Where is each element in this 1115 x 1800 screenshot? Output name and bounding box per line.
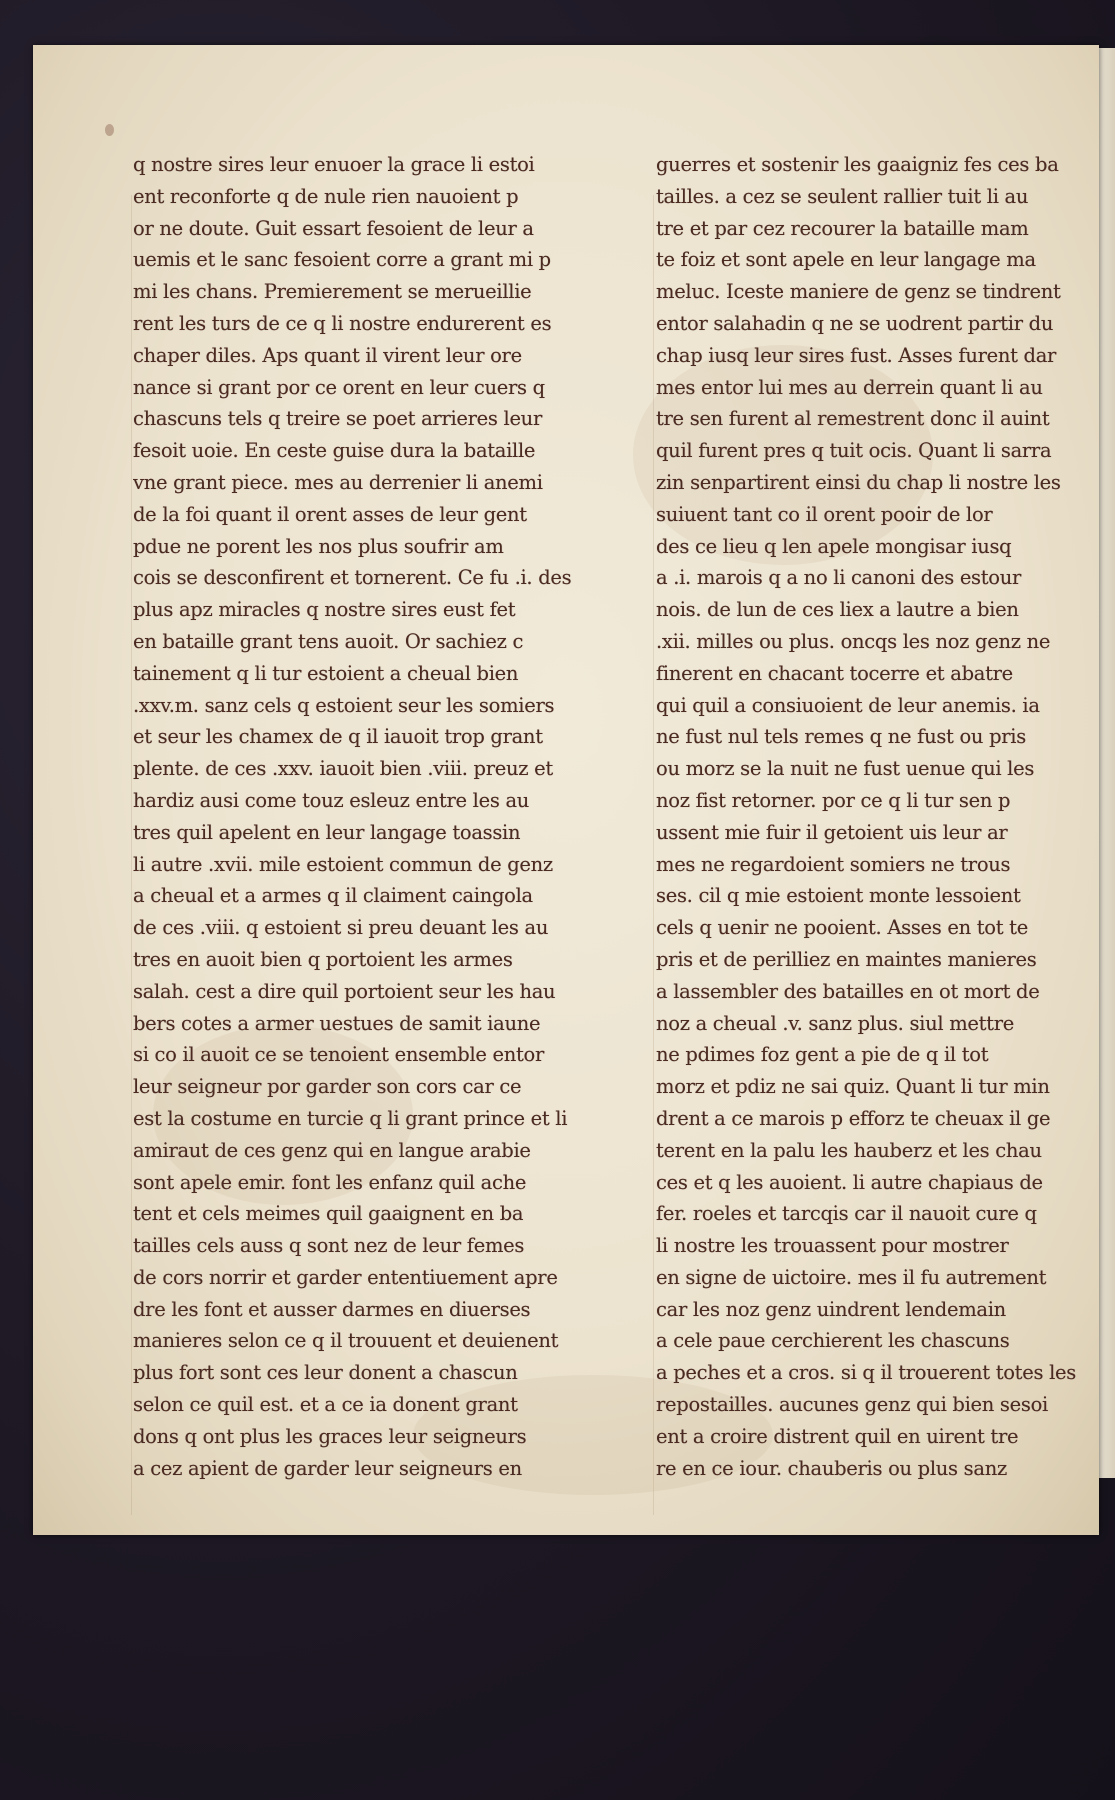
manuscript-line: finerent en chacant tocerre et abatre	[656, 661, 1013, 685]
manuscript-line: ussent mie fuir il getoient uis leur ar	[656, 820, 1008, 844]
ruling-line	[653, 195, 654, 1515]
manuscript-line: ces et q les auoient. li autre chapiaus de	[656, 1170, 1043, 1194]
manuscript-line: q nostre sires leur enuoer la grace li estoi	[133, 153, 535, 176]
manuscript-line: mi les chans. Premierement se merueillie	[133, 280, 532, 304]
manuscript-line: salah. cest a dire quil portoient seur les hau	[133, 979, 556, 1003]
manuscript-line: a peches et a cros. si q il trouerent totes les	[656, 1361, 1076, 1385]
manuscript-line: de ces .viii. q estoient si preu deuant les au	[133, 916, 549, 940]
manuscript-line: suiuent tant co il orent pooir de lor	[656, 502, 993, 526]
manuscript-line: chaper diles. Aps quant il virent leur ore	[133, 343, 522, 367]
manuscript-line: tainement q li tur estoient a cheual bien	[133, 661, 519, 685]
manuscript-line: or ne doute. Guit essart fesoient de leur a	[133, 216, 534, 240]
manuscript-line: a cheual et a armes q il claiment caingola	[133, 884, 533, 908]
manuscript-line: si co il auoit ce se tenoient ensemble entor	[133, 1043, 545, 1067]
manuscript-line: tent et cels meimes quil gaaignent en ba	[133, 1202, 524, 1226]
manuscript-line: ent a croire distrent quil en uirent tre	[656, 1424, 1019, 1448]
manuscript-line: chascuns tels q treire se poet arrieres leur	[133, 407, 542, 431]
manuscript-line: plente. de ces .xxv. iauoit bien .viii. preuz et	[133, 757, 553, 781]
right-text-column	[656, 149, 1115, 1484]
manuscript-line: de cors norrir et garder ententiuement apre	[133, 1265, 558, 1289]
manuscript-line: dons q ont plus les graces leur seigneurs	[133, 1424, 527, 1448]
manuscript-line: entor salahadin q ne se uodrent partir du	[656, 311, 1054, 335]
manuscript-line: zin senpartirent einsi du chap li nostre les	[656, 470, 1061, 494]
manuscript-line: selon ce quil est. et a ce ia donent grant	[133, 1393, 518, 1417]
manuscript-line: hardiz ausi come touz esleuz entre les au	[133, 788, 530, 812]
manuscript-line: a cele paue cerchierent les chascuns	[656, 1329, 1010, 1353]
manuscript-line: li nostre les trouassent pour mostrer	[656, 1234, 1009, 1258]
manuscript-line: ne fust nul tels remes q ne fust ou pris	[656, 725, 1026, 749]
manuscript-line: li autre .xvii. mile estoient commun de genz	[133, 852, 553, 876]
manuscript-line: ou morz se la nuit ne fust uenue qui les	[656, 757, 1035, 781]
manuscript-line: re en ce iour. chauberis ou plus sanz	[656, 1456, 1007, 1480]
manuscript-line: tre sen furent al remestrent donc il auint	[656, 407, 1050, 431]
manuscript-line: mes entor lui mes au derrein quant li au	[656, 375, 1043, 399]
manuscript-line: drent a ce marois p efforz te cheuax il ge	[656, 1106, 1051, 1130]
manuscript-line: morz et pdiz ne sai quiz. Quant li tur min	[656, 1075, 1050, 1099]
manuscript-line: pris et de perilliez en maintes manieres	[656, 947, 1037, 971]
manuscript-line: chap iusq leur sires fust. Asses furent dar	[656, 343, 1057, 367]
manuscript-line: manieres selon ce q il trouuent et deuienent	[133, 1329, 559, 1353]
manuscript-line: noz a cheual .v. sanz plus. siul mettre	[656, 1011, 1014, 1035]
manuscript-line: fesoit uoie. En ceste guise dura la bataille	[133, 439, 536, 463]
ruling-line	[131, 195, 132, 1515]
manuscript-line: plus apz miracles q nostre sires eust fet	[133, 598, 516, 622]
manuscript-line: quil furent pres q tuit ocis. Quant li sarra	[656, 439, 1052, 463]
manuscript-line: nance si grant por ce orent en leur cuers q	[133, 375, 545, 399]
manuscript-line: uemis et le sanc fesoient corre a grant mi p	[133, 248, 551, 272]
manuscript-line: a lassembler des batailles en ot mort de	[656, 979, 1040, 1003]
manuscript-line: tres en auoit bien q portoient les armes	[133, 947, 513, 971]
manuscript-line: meluc. Iceste maniere de genz se tindrent	[656, 280, 1061, 304]
manuscript-line: ent reconforte q de nule rien nauoient p	[133, 184, 519, 208]
manuscript-line: rent les turs de ce q li nostre endurerent es	[133, 311, 552, 335]
manuscript-line: a .i. marois q a no li canoni des estour	[656, 566, 1022, 590]
manuscript-line: mes ne regardoient somiers ne trous	[656, 852, 1011, 876]
manuscript-line: vne grant piece. mes au derrenier li anemi	[133, 470, 543, 494]
manuscript-line: dre les font et ausser darmes en diuerses	[133, 1297, 531, 1321]
manuscript-line: qui quil a consiuoient de leur anemis. ia	[656, 693, 1040, 717]
manuscript-line: et seur les chamex de q il iauoit trop grant	[133, 725, 543, 749]
manuscript-line: cois se desconfirent et tornerent. Ce fu .i. des	[133, 566, 572, 590]
manuscript-line: car les noz genz uindrent lendemain	[656, 1297, 1006, 1321]
manuscript-line: ne pdimes foz gent a pie de q il tot	[656, 1043, 989, 1067]
manuscript-line: tailles. a cez se seulent rallier tuit li au	[656, 184, 1029, 208]
manuscript-line: en bataille grant tens auoit. Or sachiez c	[133, 629, 524, 653]
left-text-column	[133, 149, 593, 1484]
manuscript-line: en signe de uictoire. mes il fu autrement	[656, 1265, 1047, 1289]
manuscript-line: de la foi quant il orent asses de leur gent	[133, 502, 527, 526]
manuscript-line: tre et par cez recourer la bataille mam	[656, 216, 1029, 240]
manuscript-line: cels q uenir ne pooient. Asses en tot te	[656, 916, 1028, 940]
manuscript-line: nois. de lun de ces liex a lautre a bien	[656, 598, 1019, 622]
manuscript-line: guerres et sostenir les gaaigniz fes ces ba	[656, 153, 1059, 176]
manuscript-line: pdue ne porent les nos plus soufrir am	[133, 534, 504, 558]
manuscript-line: plus fort sont ces leur donent a chascun	[133, 1361, 518, 1385]
manuscript-line: fer. roeles et tarcqis car il nauoit cure q	[656, 1202, 1037, 1226]
manuscript-line: ses. cil q mie estoient monte lessoient	[656, 884, 1021, 908]
manuscript-folio	[33, 45, 1099, 1535]
manuscript-line: .xxv.m. sanz cels q estoient seur les somiers	[133, 693, 555, 717]
manuscript-line: tailles cels auss q sont nez de leur femes	[133, 1234, 525, 1258]
manuscript-line: .xii. milles ou plus. oncqs les noz genz ne	[656, 629, 1051, 653]
manuscript-line: leur seigneur por garder son cors car ce	[133, 1075, 522, 1099]
manuscript-line: bers cotes a armer uestues de samit iaune	[133, 1011, 541, 1035]
manuscript-line: est la costume en turcie q li grant prince et li	[133, 1106, 568, 1130]
manuscript-line: des ce lieu q len apele mongisar iusq	[656, 534, 1012, 558]
manuscript-line: repostailles. aucunes genz qui bien sesoi	[656, 1393, 1048, 1417]
manuscript-line: terent en la palu les hauberz et les chau	[656, 1138, 1042, 1162]
manuscript-line: a cez apient de garder leur seigneurs en	[133, 1456, 522, 1480]
ink-mark	[105, 124, 114, 136]
manuscript-line: te foiz et sont apele en leur langage ma	[656, 248, 1036, 272]
manuscript-line: tres quil apelent en leur langage toassin	[133, 820, 521, 844]
manuscript-line: sont apele emir. font les enfanz quil ache	[133, 1170, 527, 1194]
manuscript-line: noz fist retorner. por ce q li tur sen p	[656, 788, 1011, 812]
manuscript-line: amiraut de ces genz qui en langue arabie	[133, 1138, 531, 1162]
